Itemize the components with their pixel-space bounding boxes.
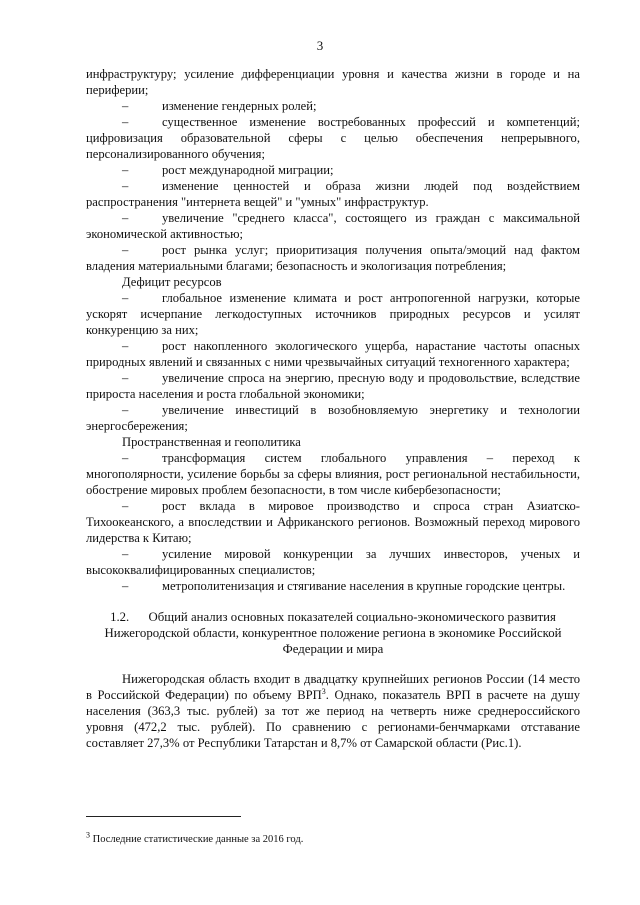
- list-item-text: рост накопленного экологического ущерба, нарастание частоты опасных природных явлений и связанных с ними чрезвычайных ситуаций техногенного характера;: [86, 339, 580, 369]
- footnote-divider: [86, 816, 241, 817]
- dash-marker: –: [122, 547, 129, 561]
- page-content: [86, 66, 580, 751]
- list-block: [86, 66, 580, 594]
- dash-marker: –: [122, 99, 129, 113]
- list-item: [86, 162, 580, 178]
- list-item: [86, 210, 580, 242]
- dash-marker: –: [122, 179, 129, 193]
- footnote-reference: 3: [321, 686, 326, 696]
- dash-marker: –: [122, 371, 129, 385]
- list-item: [86, 498, 580, 546]
- list-item: [86, 242, 580, 274]
- footnote-text: Последние статистические данные за 2016 год.: [90, 834, 304, 845]
- list-item-text: изменение гендерных ролей;: [162, 99, 317, 113]
- dash-marker: –: [122, 163, 129, 177]
- list-item-text: увеличение инвестиций в возобновляемую энергетику и технологии энергосбережения;: [86, 403, 580, 433]
- dash-marker: –: [122, 291, 129, 305]
- section-heading: [86, 609, 580, 657]
- dash-marker: –: [122, 451, 129, 465]
- paragraph-text-1: Нижегородская область входит в двадцатку крупнейших регионов России (14 место в Российской Федерации) по объему ВРП: [86, 672, 580, 702]
- dash-marker: –: [122, 243, 129, 257]
- subheading: Дефицит ресурсов: [122, 275, 222, 289]
- dash-marker: –: [122, 115, 129, 129]
- body-paragraph: [86, 671, 580, 751]
- list-item-text: рост рынка услуг; приоритизация получения опыта/эмоций над фактом владения материальными благами; безопасность и экологизация потребления;: [86, 243, 580, 273]
- list-item-text: увеличение спроса на энергию, пресную воду и продовольствие, вследствие прироста населения и роста глобальной экономики;: [86, 371, 580, 401]
- list-item: [86, 402, 580, 434]
- list-item-text: метрополитенизация и стягивание населения в крупные городские центры.: [162, 579, 566, 593]
- dash-marker: –: [122, 403, 129, 417]
- list-item: [86, 114, 580, 162]
- continued-text: инфраструктуру; усиление дифференциации уровня и качества жизни в городе и на периферии;: [86, 67, 580, 97]
- list-item-text: трансформация систем глобального управления – переход к многополярности, усиление борьбы за сферы влияния, рост региональной нестабильности, обострение мировых проблем безопасности, в том числе кибербезопасности;: [86, 451, 580, 497]
- list-item: [86, 290, 580, 338]
- dash-marker: –: [122, 211, 129, 225]
- page-number: 3: [316, 38, 324, 53]
- dash-marker: –: [122, 579, 129, 593]
- footnote: [86, 830, 304, 845]
- list-item-text: изменение ценностей и образа жизни людей под воздействием распространения "интернета вещей" и "умных" инфраструктур.: [86, 179, 580, 209]
- dash-marker: –: [122, 339, 129, 353]
- list-item-text: существенное изменение востребованных профессий и компетенций; цифровизация образовательной сферы с целью обеспечения непрерывного, персонализированного обучения;: [86, 115, 580, 161]
- list-item-text: усиление мировой конкуренции за лучших инвесторов, ученых и высококвалифицированных специалистов;: [86, 547, 580, 577]
- paragraph-text-2: . Однако, показатель ВРП в расчете на душу населения (363,3 тыс. рублей) за тот же период на четверть ниже среднероссийского уровня (472,2 тыс. рублей). По сравнению с регионами-бенчмарками отставание составляет 27,3% от Республики Татарстан и 8,7% от Самарской области (Рис.1).: [86, 688, 580, 750]
- list-item: [86, 450, 580, 498]
- subheading: Пространственная и геополитика: [122, 435, 301, 449]
- list-item: [86, 578, 580, 594]
- list-item-text: рост вклада в мировое производство и спроса стран Азиатско-Тихоокеанского, а впоследствии и Африканского регионов. Возможный переход мирового лидерства к Китаю;: [86, 499, 580, 545]
- list-item-text: рост международной миграции;: [162, 163, 334, 177]
- dash-marker: –: [122, 499, 129, 513]
- list-item-text: увеличение "среднего класса", состоящего из граждан с максимальной экономической активностью;: [86, 211, 580, 241]
- list-item: [86, 370, 580, 402]
- footnote-mark: 3: [86, 830, 90, 840]
- list-item: [86, 98, 580, 114]
- section-number: 1.2.: [110, 610, 130, 624]
- list-item-text: глобальное изменение климата и рост антропогенной нагрузки, которые ускорят исчерпание легкодоступных источников природных ресурсов и усилят конкуренцию за них;: [86, 291, 580, 337]
- section-title: Общий анализ основных показателей социально-экономического развития Нижегородской области, конкурентное положение региона в экономике Российской Федерации и мира: [104, 610, 562, 656]
- list-item: [86, 338, 580, 370]
- list-item: [86, 546, 580, 578]
- list-item: [86, 178, 580, 210]
